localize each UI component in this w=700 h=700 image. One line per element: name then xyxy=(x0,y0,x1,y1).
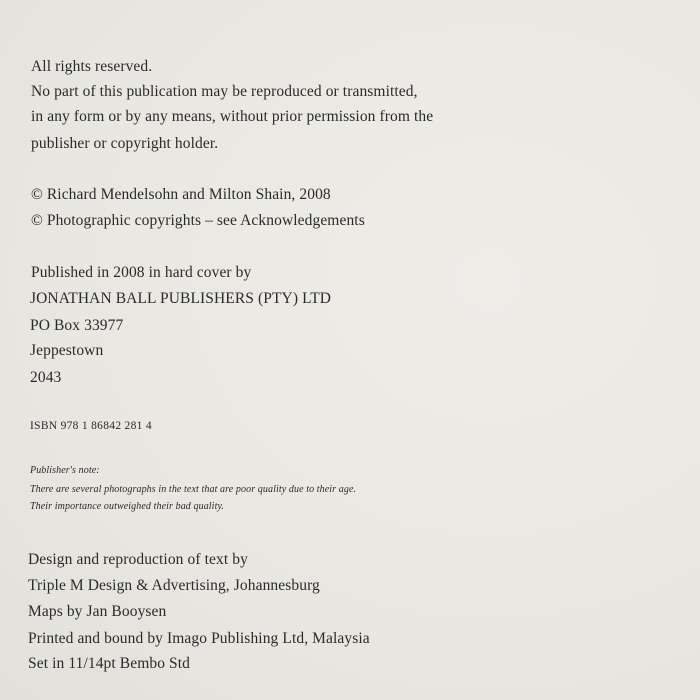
isbn: ISBN 978 1 86842 281 4 xyxy=(30,420,152,432)
publisher-city: Jeppestown xyxy=(30,342,104,359)
publisher-note-heading: Publisher's note: xyxy=(30,465,100,476)
copyright-line: © Richard Mendelsohn and Milton Shain, 2008 xyxy=(31,186,331,203)
rights-line: All rights reserved. xyxy=(31,58,153,75)
credits-line: Design and reproduction of text by xyxy=(28,551,248,568)
rights-line: in any form or by any means, without prior permission from the xyxy=(31,108,434,125)
credits-line: Printed and bound by Imago Publishing Ltd, Malaysia xyxy=(28,630,370,647)
publisher-note-line: There are several photographs in the text that are poor quality due to their age. xyxy=(30,484,357,495)
publisher-postal-code: 2043 xyxy=(30,369,62,386)
publisher-line: Published in 2008 in hard cover by xyxy=(31,264,252,281)
rights-line: No part of this publication may be reproduced or transmitted, xyxy=(31,83,418,100)
credits-line: Triple M Design & Advertising, Johannesburg xyxy=(28,577,320,594)
publisher-name: JONATHAN BALL PUBLISHERS (PTY) LTD xyxy=(30,290,332,307)
publisher-note-line: Their importance outweighed their bad quality. xyxy=(30,501,225,512)
credits-line: Set in 11/14pt Bembo Std xyxy=(28,655,191,672)
copyright-line: © Photographic copyrights – see Acknowledgements xyxy=(31,212,365,229)
publisher-po-box: PO Box 33977 xyxy=(30,317,124,334)
rights-line: publisher or copyright holder. xyxy=(31,135,219,152)
credits-line: Maps by Jan Booysen xyxy=(28,603,167,620)
